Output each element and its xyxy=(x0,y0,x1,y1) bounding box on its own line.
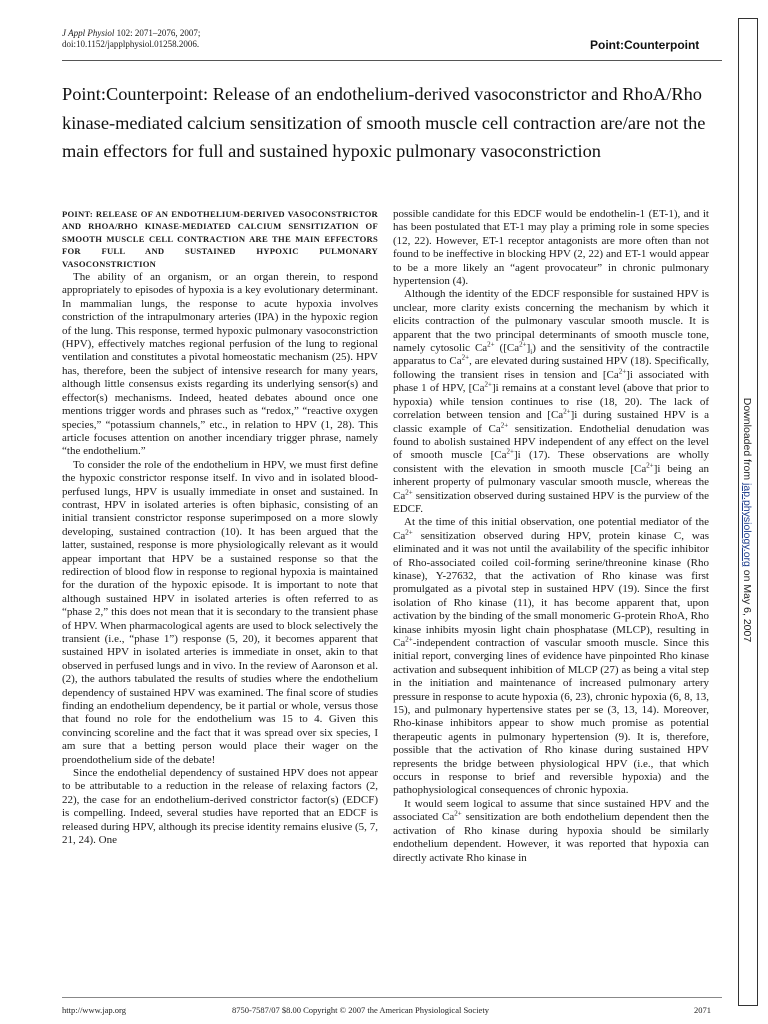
right-column xyxy=(393,208,709,865)
paragraph: possible candidate for this EDCF would be endothelin-1 (ET-1), and it has been postulated that ET-1 may play a priming role in some species (12, 22). However, ET-1 receptor antagonists are more often than not found to be ineffective in blocking HPV (2, 22) and ET-1 would appear to be a more likely an “agent provocateur” in chronic pulmonary hypertension (4). xyxy=(393,208,709,288)
paragraph: To consider the role of the endothelium in HPV, we must first define the hypoxic constrictor response itself. In vivo and in isolated blood-perfused lungs, HPV is usually immediate in onset and sustained. In contrast, HPV in isolated arteries is often biphasic, consisting of an initial transient constrictor response superimposed on a more slowly developing, sustained contraction (10). It has been argued that the latter, sustained, response is more physiologically relevant as it would appear important that HPV be a sustained response so that the redirection of blood flow in response to regional hypoxia is maintained for the duration of the hypoxic episode. It is important to note that although sustained HPV in isolated arteries is often referred to as “phase 2,” this does not mean that it is secondary to the transient phase of HPV. When pharmacological agents are used to block selectively the transient (i.e., “phase 1”) response (5, 20), it becomes apparent that sustained HPV in isolated arteries is immediate in onset, akin to that observed in perfused lungs and in vivo. In the review of Aaronson et al. (2), the authors tabulated the results of studies where the endothelium dependency of sustained HPV was examined. The final score of studies finding an endothelium dependency, be it partial or whole, versus those that found no role for the endothelium was 15 to 4. Given this convincing scoreline and the fact that it was spread over six species, I am sure that a betting person would place their wager on the proendothelium side of the debate! xyxy=(62,458,378,766)
journal-name: J Appl Physiol xyxy=(62,28,115,38)
paragraph: Since the endothelial dependency of sustained HPV does not appear to be attributable to a reduction in the release of relaxing factors (2, 22), the case for an endothelium-derived constrictor factor(s) (EDCF) is compelling. Indeed, several studies have reported that an EDCF is released during HPV, although its precise identity remains elusive (5, 7, 21, 24). One xyxy=(62,767,378,847)
left-column xyxy=(62,208,378,848)
site-link[interactable]: jap.physiology.org xyxy=(741,483,753,567)
download-notice: Downloaded from jap.physiology.org on May 6, 2007 xyxy=(741,397,753,643)
paragraph: The ability of an organism, or an organ therein, to respond appropriately to episodes of hypoxia is a key evolutionary determinant. In mammalian lungs, the response to acute hypoxia involves constriction of the intrapulmonary arteries (IPA) in the hypoxic region of the lung. This response, termed hypoxic pulmonary vasoconstriction (HPV), effectively matches regional perfusion of the lung to regional ventilation and constitutes a pivotal homeostatic mechanism (25). HPV has, therefore, been the subject of intensive research for many years, although little consensus exists regarding its underlying sensor(s) and effector(s) mechanisms. Indeed, heated debates abound once one mentions trigger words and phrases such as “redox,” “reactive oxygen species,” “potassium channels,” etc., in relation to HPV (1, 28). This article focuses attention on another incendiary trigger phrase, namely “the endothelium.” xyxy=(62,271,378,458)
volume-pages: 102: 2071–2076, 2007; xyxy=(114,28,201,38)
paragraph: Although the identity of the EDCF responsible for sustained HPV is unclear, more clarity exists concerning the mechanism by which it elicits contraction of the pulmonary vascular smooth muscle. It is apparent that the two principal determinants of smooth muscle tone, namely cytosolic $Ca^{2+}$ $([Ca^{2+}]_i)$ and the sensitivity of the contractile apparatus to $Ca^{2+}$, are elevated during sustained HPV (18). Specifically, following the transient rises in tension and $[Ca^{2+}]i$ associated with phase 1 of HPV, $[Ca^{2+}]i$ remains at a constant level (above that prior to hypoxia) while tension continues to rise (18, 20). The lack of correlation between tension and $[Ca^{2+}]i$ during sustained HPV is a classic example of $Ca^{2+}$ sensitization. Endothelial denudation was found to abolish sustained HPV independent of any effect on the level of smooth muscle $[Ca^{2+}]i$ (17). These observations are wholly consistent with the elevation in smooth muscle $[Ca^{2+}]i$ being an inherent property of pulmonary vascular smooth muscle, whereas the $Ca^{2+}$ sensitization observed during sustained HPV is the purview of the EDCF. xyxy=(393,288,710,515)
footer-rule xyxy=(62,997,722,998)
footer-url[interactable]: http://www.jap.org xyxy=(62,1005,126,1015)
paragraph: It would seem logical to assume that since sustained HPV and the associated $Ca^{2+}$ sensitization are both endothelium dependent then the activation of Rho kinase during hypoxia should be similarly endothelium dependent. However, it was reported that hypoxia can directly activate Rho kinase in xyxy=(393,797,709,864)
article-title: Point:Counterpoint: Release of an endothelium-derived vasoconstrictor and RhoA/Rho kinase-mediated calcium sensitization of smooth muscle cell contraction are/are not the main effectors for full and sustained hypoxic pulmonary vasoconstriction xyxy=(62,84,706,162)
citation-block xyxy=(62,28,200,50)
section-heading: POINT: RELEASE OF AN ENDOTHELIUM-DERIVED VASOCONSTRICTOR AND RHOA/RHO KINASE-MEDIATED CALCIUM SENSITIZATION OF SMOOTH MUSCLE CELL CONTRACTION ARE THE MAIN EFFECTORS FOR FULL AND SUSTAINED HYPOXIC PULMONARY VASOCONSTRICTION xyxy=(62,209,378,269)
page-number: 2071 xyxy=(694,1005,711,1015)
footer-copyright: 8750-7587/07 $8.00 Copyright © 2007 the American Physiological Society xyxy=(232,1005,489,1015)
doi: doi:10.1152/japplphysiol.01258.2006. xyxy=(62,39,200,49)
paragraph: At the time of this initial observation, one potential mediator of the $Ca^{2+}$ sensitization observed during HPV, protein kinase C, was eliminated and it was not until the availability of the specific inhibitor of Rho-associated coiled coil-forming serine/threonine kinase (Rho kinase), Y-27632, that the activation of Rho kinase was first promulgated as a pivotal step in sustained HPV (19). Since the first isolation of Rho kinase (11), it has become apparent that, upon activation by the binding of the small monomeric G-protein RhoA, Rho kinase inhibits myosin light chain phosphatase (MLCP), resulting in $Ca^{2+}$-independent contraction of vascular smooth muscle. Since this initial report, converging lines of evidence have pinpointed Rho kinase activation and subsequent inhibition of MLCP (27) as being a vital step in the initiation and maintenance of increased pulmonary artery pressure in response to acute hypoxia (6, 23), chronic hypoxia (6, 8, 13, 15), and pulmonary hypertensive states per se (3, 13, 14). Moreover, Rho-kinase inhibitors appear to show much promise as potential therapeutic agents in pulmonary hypertension (9). It is, therefore, possible that the activation of Rho kinase during sustained HPV represents the bridge between physiological HPV (i.e., that which occurs in response to brief and reversible hypoxia) and the pathophysiological consequences of chronic hypoxia. xyxy=(393,516,709,797)
header-rule xyxy=(62,60,722,61)
section-label: Point:Counterpoint xyxy=(590,38,700,52)
